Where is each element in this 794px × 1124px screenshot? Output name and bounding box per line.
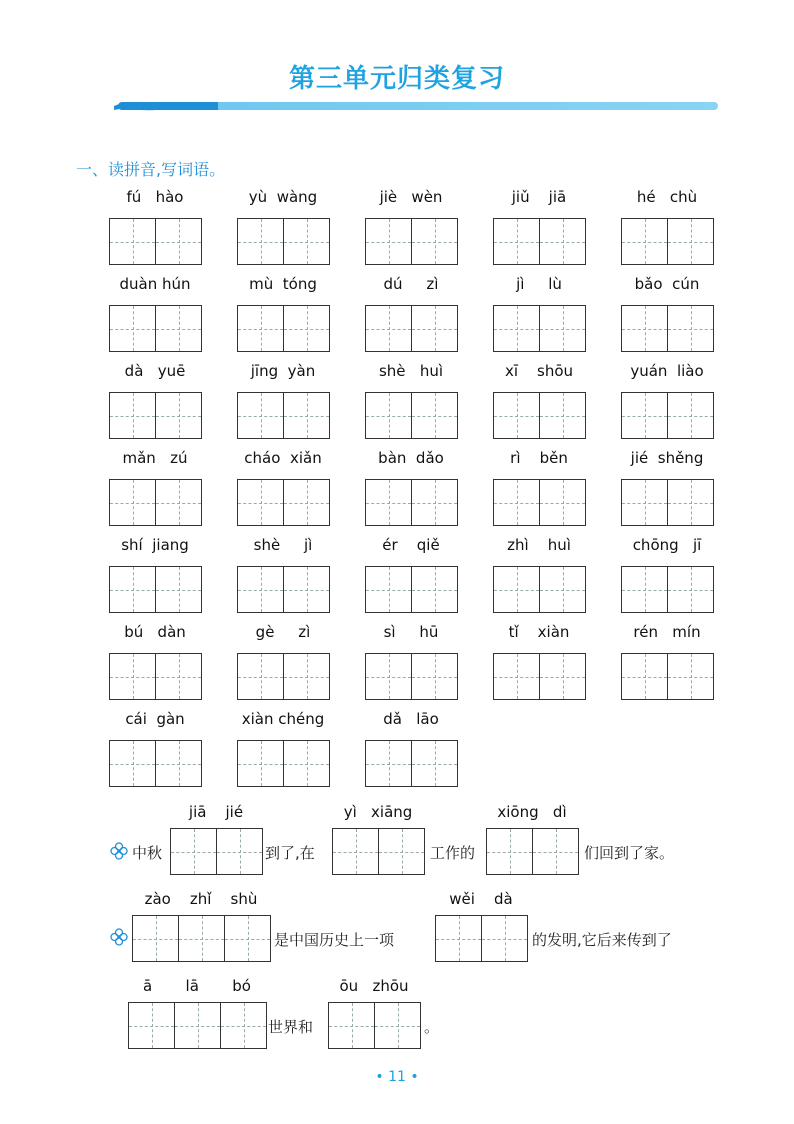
character-square[interactable] — [366, 654, 411, 699]
character-square[interactable] — [539, 654, 585, 699]
word-item — [617, 275, 717, 355]
word-item — [233, 623, 333, 703]
tianzige-answer-box[interactable] — [493, 653, 586, 700]
pinyin-label: shí jiang — [121, 536, 189, 554]
word-item — [361, 623, 461, 703]
tianzige-answer-box[interactable] — [621, 653, 714, 700]
word-item — [105, 362, 205, 442]
sentence1-answer-box-1[interactable] — [170, 828, 263, 875]
word-item — [617, 362, 717, 442]
pinyin-label: hé chù — [636, 188, 698, 206]
tianzige-answer-box[interactable] — [365, 305, 458, 352]
word-item — [617, 188, 717, 268]
tianzige-answer-box[interactable] — [621, 392, 714, 439]
character-square[interactable] — [366, 306, 411, 351]
sentence1-mid-2: 工作的 — [430, 844, 476, 862]
pinyin-label: mǎn zú — [122, 449, 188, 467]
pinyin-label: cháo xiǎn — [244, 449, 322, 467]
sentence1-mid-1: 到了,在 — [265, 844, 315, 862]
tianzige-answer-box[interactable] — [365, 218, 458, 265]
section-heading: 一、读拼音,写词语。 — [76, 160, 226, 179]
tianzige-answer-box[interactable] — [493, 479, 586, 526]
pinyin-label: duàn hún — [119, 275, 191, 293]
word-item — [361, 188, 461, 268]
pinyin-label: jiǔ jiā — [511, 188, 567, 206]
character-square[interactable] — [667, 306, 713, 351]
tianzige-answer-box[interactable] — [109, 479, 202, 526]
sentence3-answer-box-2[interactable] — [328, 1002, 421, 1049]
character-square[interactable] — [366, 741, 411, 786]
word-item — [105, 449, 205, 529]
sentence3-suffix: 。 — [424, 1018, 440, 1036]
character-square[interactable] — [283, 219, 329, 264]
word-item — [105, 188, 205, 268]
tianzige-answer-box[interactable] — [237, 740, 330, 787]
word-item — [361, 710, 461, 790]
pinyin-label: dǎ lāo — [383, 710, 439, 728]
tianzige-answer-box[interactable] — [237, 566, 330, 613]
sentence3-pinyin-2: ōu zhōu — [339, 977, 409, 995]
word-item — [617, 449, 717, 529]
tianzige-answer-box[interactable] — [109, 305, 202, 352]
character-square[interactable] — [238, 393, 283, 438]
character-square[interactable] — [494, 219, 539, 264]
tianzige-answer-box[interactable] — [365, 653, 458, 700]
brush-stroke-decoration — [112, 98, 172, 112]
word-item — [233, 449, 333, 529]
sentence2-answer-box-2[interactable] — [435, 915, 528, 962]
pinyin-label: rì běn — [510, 449, 568, 467]
pinyin-label: mù tóng — [249, 275, 317, 293]
pinyin-label: tǐ xiàn — [508, 623, 570, 641]
character-square[interactable] — [539, 306, 585, 351]
pinyin-label: cái gàn — [125, 710, 185, 728]
flower-icon — [110, 928, 128, 946]
character-square[interactable] — [366, 480, 411, 525]
character-square[interactable] — [667, 480, 713, 525]
tianzige-answer-box[interactable] — [109, 653, 202, 700]
character-square[interactable] — [667, 219, 713, 264]
word-item — [489, 536, 589, 616]
character-square[interactable] — [283, 741, 329, 786]
tianzige-answer-box[interactable] — [109, 218, 202, 265]
character-square[interactable] — [622, 219, 667, 264]
pinyin-label: zhì huì — [507, 536, 571, 554]
sentence1-pinyin-1: jiā jié — [188, 803, 244, 821]
character-square[interactable] — [155, 393, 201, 438]
pinyin-label: jīng yàn — [250, 362, 316, 380]
word-item — [105, 275, 205, 355]
pinyin-label: shè jì — [253, 536, 313, 554]
character-square[interactable] — [411, 741, 457, 786]
pinyin-label: dú zì — [383, 275, 439, 293]
pinyin-label: shè huì — [378, 362, 444, 380]
word-item — [489, 362, 589, 442]
character-square[interactable] — [238, 654, 283, 699]
word-item — [489, 623, 589, 703]
pinyin-label: yuán liào — [630, 362, 704, 380]
tianzige-answer-box[interactable] — [493, 566, 586, 613]
pinyin-label: yù wàng — [248, 188, 318, 206]
word-item — [489, 275, 589, 355]
word-item — [489, 188, 589, 268]
character-square[interactable] — [283, 654, 329, 699]
character-square[interactable] — [110, 306, 155, 351]
sentence2-answer-box-1[interactable] — [132, 915, 271, 962]
tianzige-answer-box[interactable] — [493, 218, 586, 265]
character-square[interactable] — [539, 219, 585, 264]
word-item — [105, 710, 205, 790]
character-square[interactable] — [622, 654, 667, 699]
word-item — [361, 536, 461, 616]
character-square[interactable] — [283, 306, 329, 351]
character-square[interactable] — [667, 393, 713, 438]
character-square[interactable] — [622, 306, 667, 351]
character-square[interactable] — [238, 741, 283, 786]
character-square[interactable] — [411, 306, 457, 351]
tianzige-answer-box[interactable] — [493, 305, 586, 352]
character-square[interactable] — [411, 654, 457, 699]
tianzige-answer-box[interactable] — [237, 218, 330, 265]
word-item — [105, 536, 205, 616]
character-square[interactable] — [366, 393, 411, 438]
character-square[interactable] — [411, 393, 457, 438]
word-item — [617, 536, 717, 616]
pinyin-label: rén mín — [633, 623, 701, 641]
character-square[interactable] — [110, 219, 155, 264]
word-item — [489, 449, 589, 529]
tianzige-answer-box[interactable] — [109, 392, 202, 439]
pinyin-label: xī shōu — [504, 362, 574, 380]
character-square[interactable] — [155, 741, 201, 786]
character-square[interactable] — [155, 567, 201, 612]
character-square[interactable] — [155, 306, 201, 351]
tianzige-answer-box[interactable] — [237, 479, 330, 526]
character-square[interactable] — [155, 480, 201, 525]
character-square[interactable] — [494, 654, 539, 699]
word-item — [617, 623, 717, 703]
flower-icon — [110, 842, 128, 860]
character-square[interactable] — [539, 393, 585, 438]
character-square[interactable] — [494, 393, 539, 438]
tianzige-answer-box[interactable] — [621, 305, 714, 352]
character-square[interactable] — [110, 741, 155, 786]
character-square[interactable] — [494, 480, 539, 525]
tianzige-answer-box[interactable] — [109, 566, 202, 613]
character-square[interactable] — [411, 567, 457, 612]
word-item — [233, 710, 333, 790]
word-item — [105, 623, 205, 703]
tianzige-answer-box[interactable] — [493, 392, 586, 439]
pinyin-label: bàn dǎo — [378, 449, 444, 467]
tianzige-answer-box[interactable] — [621, 566, 714, 613]
pinyin-label: sì hū — [383, 623, 439, 641]
sentence3-answer-box-1[interactable] — [128, 1002, 267, 1049]
tianzige-answer-box[interactable] — [237, 392, 330, 439]
sentence3-mid-1: 世界和 — [268, 1018, 314, 1036]
character-square[interactable] — [622, 567, 667, 612]
character-square[interactable] — [283, 567, 329, 612]
character-square[interactable] — [667, 654, 713, 699]
word-item — [233, 536, 333, 616]
sentence1-suffix: 们回到了家。 — [584, 844, 675, 862]
character-square[interactable] — [110, 480, 155, 525]
character-square[interactable] — [110, 567, 155, 612]
character-square[interactable] — [411, 219, 457, 264]
word-item — [233, 275, 333, 355]
tianzige-answer-box[interactable] — [237, 305, 330, 352]
character-square[interactable] — [238, 480, 283, 525]
sentence2-pinyin-2: wěi dà — [449, 890, 513, 908]
character-square[interactable] — [110, 654, 155, 699]
character-square[interactable] — [494, 306, 539, 351]
tianzige-answer-box[interactable] — [621, 479, 714, 526]
character-square[interactable] — [622, 480, 667, 525]
pinyin-label: xiàn chéng — [241, 710, 325, 728]
word-item — [361, 449, 461, 529]
tianzige-answer-box[interactable] — [365, 740, 458, 787]
character-square[interactable] — [622, 393, 667, 438]
character-square[interactable] — [539, 480, 585, 525]
sentence1-prefix: 中秋 — [132, 844, 163, 862]
character-square[interactable] — [494, 567, 539, 612]
sentence1-pinyin-2: yì xiāng — [343, 803, 413, 821]
tianzige-answer-box[interactable] — [237, 653, 330, 700]
word-item — [233, 188, 333, 268]
character-square[interactable] — [155, 654, 201, 699]
pinyin-label: gè zì — [255, 623, 311, 641]
sentence2-suffix: 的发明,它后来传到了 — [532, 931, 672, 949]
page-number: • 11 • — [375, 1069, 419, 1085]
character-square[interactable] — [238, 219, 283, 264]
sentence2-mid-1: 是中国历史上一项 — [274, 931, 395, 949]
pinyin-label: jì lù — [516, 275, 562, 293]
pinyin-label: fú hào — [126, 188, 184, 206]
pinyin-label: bǎo cún — [634, 275, 700, 293]
tianzige-answer-box[interactable] — [365, 392, 458, 439]
pinyin-label: dà yuē — [124, 362, 186, 380]
character-square[interactable] — [283, 393, 329, 438]
tianzige-answer-box[interactable] — [365, 479, 458, 526]
pinyin-label: chōng jī — [632, 536, 702, 554]
tianzige-answer-box[interactable] — [109, 740, 202, 787]
tianzige-answer-box[interactable] — [621, 218, 714, 265]
character-square[interactable] — [366, 219, 411, 264]
word-item — [233, 362, 333, 442]
pinyin-label: ér qiě — [382, 536, 440, 554]
sentence1-pinyin-3: xiōng dì — [497, 803, 567, 821]
character-square[interactable] — [366, 567, 411, 612]
character-square[interactable] — [539, 567, 585, 612]
character-square[interactable] — [283, 480, 329, 525]
word-item — [361, 275, 461, 355]
page-title: 第三单元归类复习 — [288, 64, 505, 94]
character-square[interactable] — [155, 219, 201, 264]
character-square[interactable] — [238, 567, 283, 612]
pinyin-label: bú dàn — [124, 623, 186, 641]
pinyin-label: jié shěng — [630, 449, 704, 467]
word-item — [361, 362, 461, 442]
sentence1-answer-box-3[interactable] — [486, 828, 579, 875]
character-square[interactable] — [110, 393, 155, 438]
sentence3-pinyin-1: ā lā bó — [142, 977, 251, 995]
sentence2-pinyin-1: zào zhǐ shù — [144, 890, 258, 908]
pinyin-label: jiè wèn — [379, 188, 443, 206]
title-underline — [118, 102, 718, 110]
character-square[interactable] — [667, 567, 713, 612]
sentence1-answer-box-2[interactable] — [332, 828, 425, 875]
character-square[interactable] — [411, 480, 457, 525]
character-square[interactable] — [238, 306, 283, 351]
tianzige-answer-box[interactable] — [365, 566, 458, 613]
